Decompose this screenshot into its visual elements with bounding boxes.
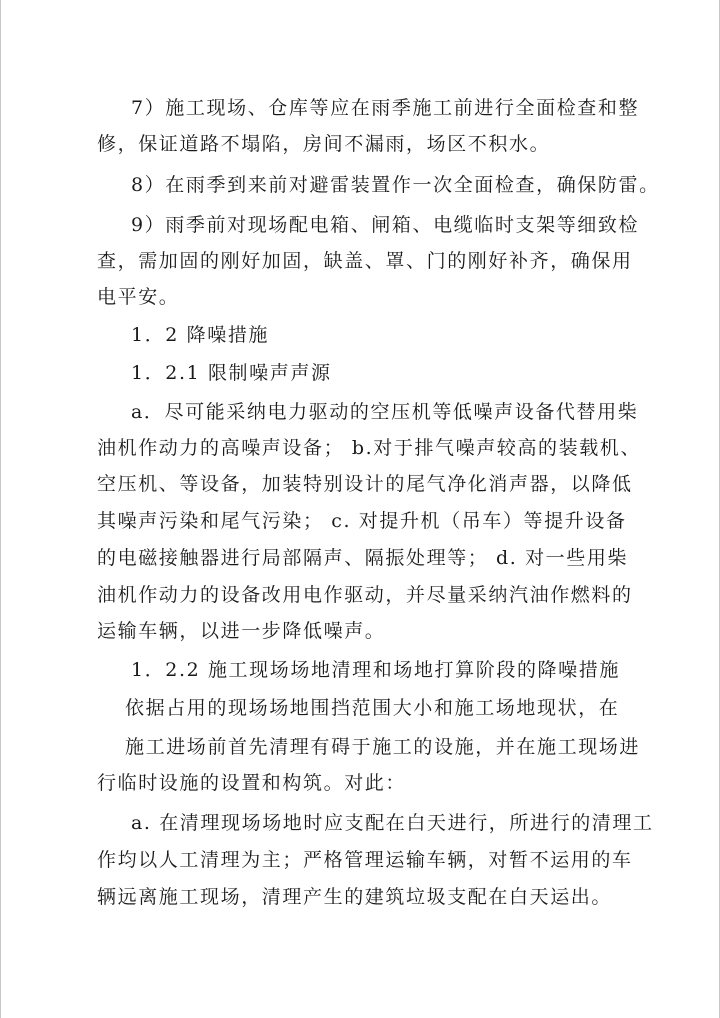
text-line: 运输车辆，以进一步降低噪声。 — [97, 620, 386, 642]
text-line: 依据占用的现场场地围挡范围大小和施工场地现状，在 — [125, 697, 620, 719]
section-heading: 1．2 降噪措施 — [131, 324, 270, 346]
text-line: 油机作动力的高噪声设备； b.对于排气噪声较高的装载机、 — [97, 437, 642, 459]
text-line: 行临时设施的设置和构筑。对此： — [97, 772, 407, 794]
text-line: 9）雨季前对现场配电箱、闸箱、电缆临时支架等细致检 — [131, 214, 640, 236]
text-line: a. 在清理现场场地时应支配在白天进行，所进行的清理工 — [131, 812, 654, 834]
text-line: 辆远离施工现场，清理产生的建筑垃圾支配在白天运出。 — [97, 886, 613, 908]
text-line: 空压机、等设备，加装特别设计的尾气净化消声器，以降低 — [97, 473, 633, 495]
text-line: 8）在雨季到来前对避雷装置作一次全面检查，确保防雷。 — [131, 174, 660, 196]
text-line: 其噪声污染和尾气污染； c. 对提升机（吊车）等提升设备 — [97, 510, 627, 532]
text-line: 的电磁接触器进行局部隔声、隔振处理等； d. 对一些用柴 — [97, 547, 629, 569]
text-line: 查，需加固的刚好加固，缺盖、罩、门的刚好补齐，确保用 — [97, 250, 633, 272]
text-line: 7）施工现场、仓库等应在雨季施工前进行全面检查和整 — [131, 97, 640, 119]
text-line: a．尽可能采纳电力驱动的空压机等低噪声设备代替用柴 — [131, 401, 639, 423]
text-line: 施工进场前首先清理有碍于施工的设施，并在施工现场进 — [125, 736, 641, 758]
subsection-heading: 1．2.1 限制噪声声源 — [131, 362, 332, 384]
text-line: 油机作动力的设备改用电作驱动，并尽量采纳汽油作燃料的 — [97, 584, 633, 606]
text-line: 电平安。 — [97, 286, 180, 308]
text-line: 修，保证道路不塌陷，房间不漏雨，场区不积水。 — [97, 133, 551, 155]
subsection-heading: 1．2.2 施工现场场地清理和场地打算阶段的降噪措施 — [131, 659, 620, 681]
text-line: 作均以人工清理为主；严格管理运输车辆，对暂不运用的车 — [97, 849, 633, 871]
